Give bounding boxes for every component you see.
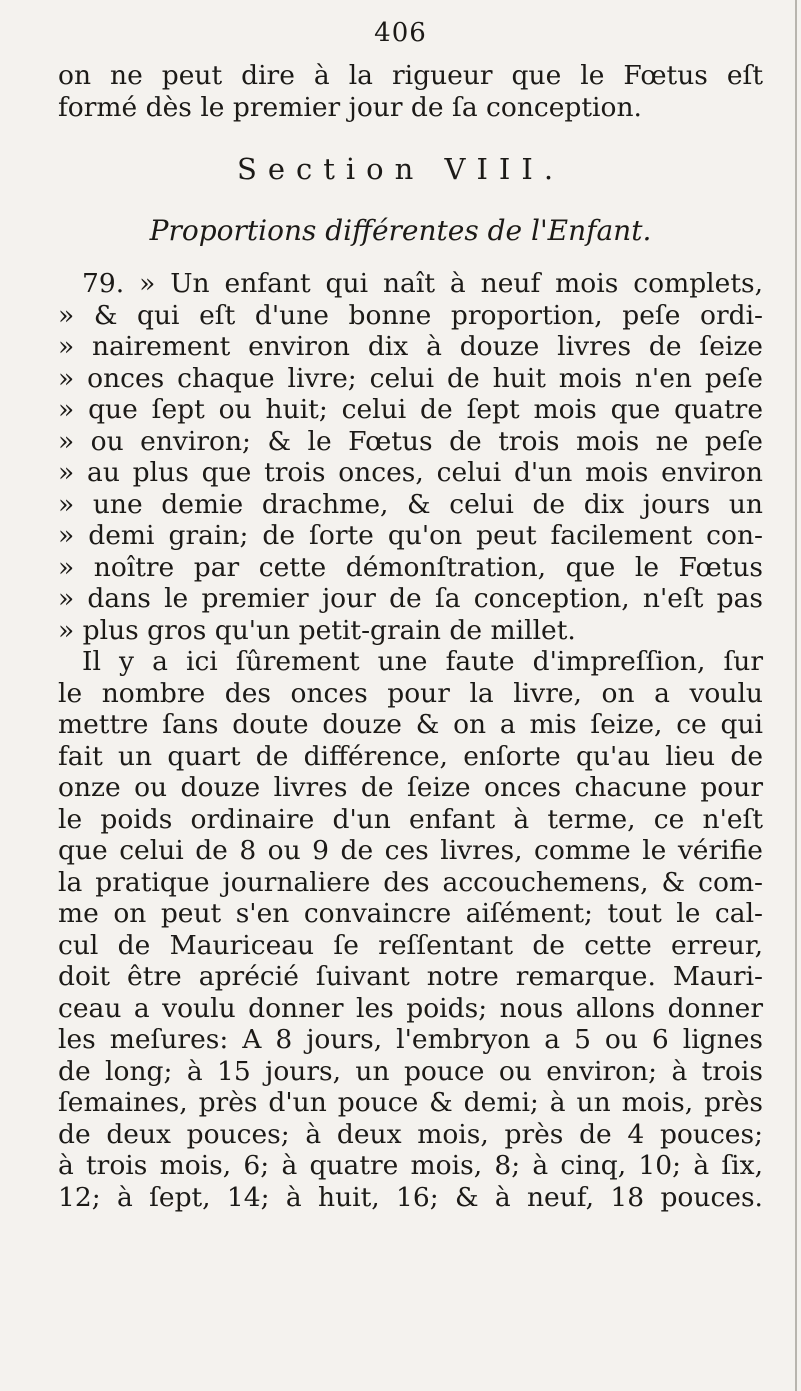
quote-line: » ou environ; & le Fœtus de trois mois ne peſe: [58, 425, 763, 457]
quoted-passage: [58, 268, 763, 646]
body-line: de deux pouces; à deux mois, près de 4 pouces;: [58, 1118, 763, 1150]
body-line: la pratique journaliere des accouchemens, & com-: [58, 866, 763, 898]
intro-line: formé dès le premier jour de ſa conception.: [58, 91, 642, 123]
quote-line: » au plus que trois onces, celui d'un mois environ: [58, 457, 763, 488]
body-line: 12; à ſept, 14; à huit, 16; & à neuf, 18 pouces.: [58, 1181, 763, 1213]
quote-line: 79. » Un enfant qui naît à neuf mois complets,: [82, 268, 763, 299]
section-subtitle: Proportions différentes de l'Enfant.: [149, 214, 652, 247]
quote-line: » une demie drachme, & celui de dix jours un: [58, 488, 763, 520]
body-line: le poids ordinaire d'un enfant à terme, ce n'eſt: [58, 803, 763, 835]
quote-line: » nairement environ dix à douze livres de ſeize: [58, 331, 763, 362]
body-line: doit être aprécié ſuivant notre remarque. Mauri-: [58, 961, 763, 992]
body-line: ſemaines, près d'un pouce & demi; à un mois, près: [58, 1087, 763, 1118]
quote-line: » noître par cette démonſtration, que le Fœtus: [58, 551, 763, 583]
body-line: Il y a ici ſûrement une faute d'impreſſion, ſur: [82, 646, 763, 677]
body-line: que celui de 8 ou 9 de ces livres, comme le vérifie: [58, 835, 763, 866]
body-line: à trois mois, 6; à quatre mois, 8; à cinq, 10; à ſix,: [58, 1150, 763, 1181]
body-line: onze ou douze livres de ſeize onces chacune pour: [58, 772, 763, 803]
body-line: me on peut s'en convaincre aiſément; tout le cal-: [58, 898, 763, 929]
intro-line: on ne peut dire à la rigueur que le Fœtus eſt: [58, 60, 763, 91]
page-number: 406: [374, 18, 427, 48]
body-line: de long; à 15 jours, un pouce ou environ; à trois: [58, 1055, 763, 1087]
quote-line: » demi grain; de ſorte qu'on peut facilement con-: [58, 520, 763, 551]
quote-line: » onces chaque livre; celui de huit mois n'en peſe: [58, 362, 763, 394]
section-heading: Section VIII.: [236, 152, 565, 186]
body-line: fait un quart de différence, enſorte qu'au lieu de: [58, 740, 763, 772]
quote-line: » dans le premier jour de ſa conception, n'eſt pas: [58, 583, 763, 614]
body-line: les meſures: A 8 jours, l'embryon a 5 ou 6 lignes: [58, 1024, 763, 1055]
quote-line: » & qui eſt d'une bonne proportion, peſe ordi-: [58, 299, 763, 331]
body-line: cul de Mauriceau ſe reſſentant de cette erreur,: [58, 929, 763, 961]
quote-line: » plus gros qu'un petit-grain de millet.: [58, 614, 576, 646]
quote-line: » que ſept ou huit; celui de ſept mois que quatre: [58, 394, 763, 425]
intro-paragraph: [58, 60, 763, 123]
body-line: ceau a voulu donner les poids; nous allons donner: [58, 992, 763, 1024]
body-line: mettre ſans doute douze & on a mis ſeize, ce qui: [58, 709, 763, 740]
commentary-paragraph: [58, 646, 763, 1213]
page-edge: [795, 0, 797, 1391]
body-line: le nombre des onces pour la livre, on a voulu: [58, 677, 763, 709]
